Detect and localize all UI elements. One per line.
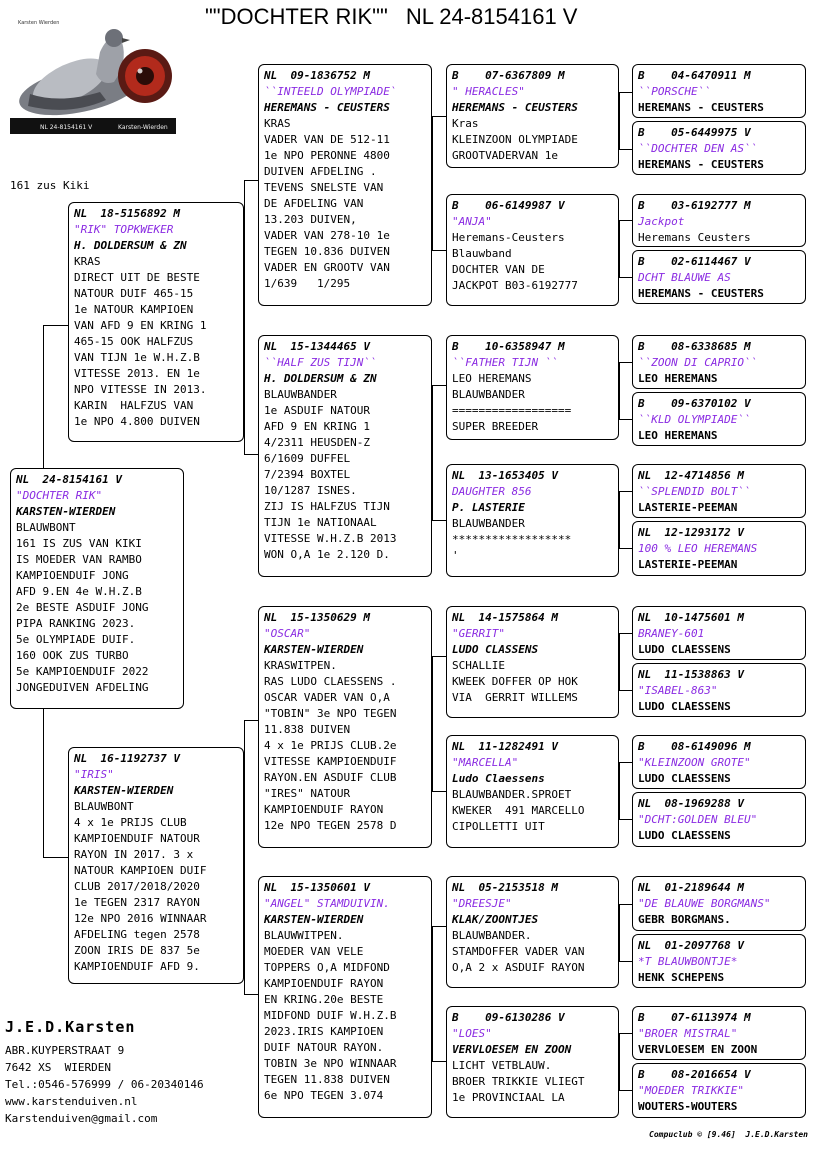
- connector-line: [244, 454, 258, 455]
- info-line: LICHT VETBLAUW.: [452, 1059, 552, 1072]
- info-line: KWEKER 491 MARCELLO: [452, 804, 585, 817]
- connector-line: [619, 690, 632, 691]
- ring-number: B 02-6114467 V: [638, 255, 751, 268]
- pigeon-name: " HERACLES": [452, 85, 525, 98]
- ring-number: B 07-6113974 M: [638, 1011, 751, 1024]
- ring-number: B 10-6358947 M: [452, 340, 565, 353]
- photo-caption-right: Karsten-Wierden: [118, 124, 168, 131]
- pedigree-box-gen5: [632, 1063, 806, 1118]
- pedigree-box-gen5: [632, 464, 806, 518]
- breeder-line: LEO HEREMANS: [638, 372, 718, 385]
- info-line: KRASWITPEN.: [264, 659, 337, 672]
- info-line: 13.203 DUIVEN,: [264, 213, 357, 226]
- pigeon-name: ``KLD OLYMPIADE``: [638, 413, 751, 426]
- ring-number: NL 12-4714856 M: [638, 469, 744, 482]
- pedigree-box-great-grandparent: [446, 606, 619, 718]
- pedigree-box-great-grandparent: [446, 464, 619, 577]
- info-line: EN KRING.20e BESTE: [264, 993, 384, 1006]
- connector-line: [619, 220, 620, 277]
- connector-line: [619, 762, 632, 763]
- pigeon-name: ``DOCHTER DEN AS``: [638, 142, 758, 155]
- breeder-line: HENK SCHEPENS: [638, 971, 725, 984]
- breeder-line: WOUTERS-WOUTERS: [638, 1100, 738, 1113]
- info-line: 161 IS ZUS VAN KIKI: [16, 537, 142, 550]
- connector-line: [43, 857, 68, 858]
- pigeon-name: "DREESJE": [452, 897, 512, 910]
- pedigree-box-great-grandparent: [446, 335, 619, 440]
- pedigree-box-great-grandparent: [446, 64, 619, 168]
- pedigree-box-gen5: [632, 606, 806, 660]
- ring-number: B 08-6149096 M: [638, 740, 751, 753]
- pigeon-name: *T BLAUWBONTJE*: [638, 955, 738, 968]
- info-line: STAMDOFFER VADER VAN: [452, 945, 585, 958]
- info-line: MIDFOND DUIF W.H.Z.B: [264, 1009, 397, 1022]
- ring-number: NL 15-1344465 V: [264, 340, 370, 353]
- ring-number: NL 01-2097768 V: [638, 939, 744, 952]
- info-line: KRAS: [264, 117, 291, 130]
- connector-line: [432, 656, 446, 657]
- info-line: TEGEN 11.838 DUIVEN: [264, 1073, 390, 1086]
- ring-number: B 04-6470911 M: [638, 69, 751, 82]
- info-line: DIRECT UIT DE BESTE: [74, 271, 200, 284]
- connector-line: [619, 277, 632, 278]
- ring-number: B 07-6367809 M: [452, 69, 565, 82]
- connector-line: [619, 1033, 632, 1034]
- pigeon-name: ``FATHER TIJN ``: [452, 356, 558, 369]
- side-note: 161 zus Kiki: [10, 179, 90, 192]
- info-line: ': [452, 549, 459, 562]
- info-line: KAMPIOENDUIF RAYON: [264, 977, 384, 990]
- pedigree-box-gen5: [632, 521, 806, 576]
- info-line: PIPA RANKING 2023.: [16, 617, 136, 630]
- info-line: NPO VITESSE IN 2013.: [74, 383, 207, 396]
- breeder-line: LEO HEREMANS: [638, 429, 718, 442]
- pigeon-name: "ISABEL-863": [638, 684, 718, 697]
- info-line: DUIF NATOUR RAYON.: [264, 1041, 384, 1054]
- info-line: BLAUWBONT: [74, 800, 134, 813]
- info-line: BROER TRIKKIE VLIEGT: [452, 1075, 585, 1088]
- connector-line: [432, 926, 433, 1061]
- breeder-line: GEBR BORGMANS.: [638, 913, 731, 926]
- info-line: IS MOEDER VAN RAMBO: [16, 553, 142, 566]
- pigeon-name: "DE BLAUWE BORGMANS": [638, 897, 771, 910]
- ring-number: NL 13-1653405 V: [452, 469, 558, 482]
- info-line: VADER VAN DE 512-11: [264, 133, 390, 146]
- breeder-line: HEREMANS - CEUSTERS: [638, 101, 764, 114]
- connector-line: [244, 180, 245, 454]
- breeder-line: HEREMANS - CEUSTERS: [638, 287, 764, 300]
- breeder-name: KARSTEN-WIERDEN: [74, 784, 174, 797]
- pedigree-box-mother: [68, 747, 244, 984]
- pigeon-name: ``PORSCHE``: [638, 85, 711, 98]
- pigeon-name: "MARCELLA": [452, 756, 519, 769]
- connector-line: [432, 656, 433, 791]
- connector-line: [43, 708, 44, 858]
- info-line: 2e BESTE ASDUIF JONG: [16, 601, 149, 614]
- pedigree-box-gen5: [632, 876, 806, 931]
- connector-line: [619, 491, 620, 548]
- footer-credit: Compuclub © [9.46] J.E.D.Karsten: [649, 1130, 808, 1139]
- connector-line: [619, 92, 620, 149]
- breeder-name: LUDO CLASSENS: [452, 643, 539, 656]
- info-line: TEGEN 10.836 DUIVEN: [264, 245, 390, 258]
- pedigree-box-gen5: [632, 194, 806, 247]
- breeder-name: KARSTEN-WIERDEN: [16, 505, 116, 518]
- pigeon-photo-svg: [10, 12, 176, 134]
- breeder-line: VERVLOESEM EN ZOON: [638, 1043, 758, 1056]
- pigeon-name-title: ""DOCHTER RIK"": [205, 4, 388, 29]
- pigeon-name: DAUGHTER 856: [452, 485, 532, 498]
- ring-number: NL 01-2189644 M: [638, 881, 744, 894]
- pedigree-box-gen5: [632, 663, 806, 717]
- connector-line: [619, 762, 620, 819]
- info-line: KAMPIOENDUIF AFD 9.: [74, 960, 200, 973]
- connector-line: [619, 362, 632, 363]
- pedigree-box-gen5: [632, 1006, 806, 1060]
- connector-line: [432, 791, 446, 792]
- info-line: 12e NPO TEGEN 2578 D: [264, 819, 397, 832]
- info-line: 1e NATOUR KAMPIOEN: [74, 303, 194, 316]
- breeder-line: LUDO CLAESSENS: [638, 829, 731, 842]
- info-line: LEO HEREMANS: [452, 372, 532, 385]
- breeder-name: H. DOLDERSUM & ZN: [264, 372, 377, 385]
- info-line: SCHALLIE: [452, 659, 505, 672]
- page-title: [205, 4, 577, 30]
- info-line: 1e NPO PERONNE 4800: [264, 149, 390, 162]
- pedigree-box-great-grandparent: [446, 194, 619, 306]
- info-line: SUPER BREEDER: [452, 420, 539, 433]
- info-line: 7/2394 BOXTEL: [264, 468, 351, 481]
- pedigree-box-gen5: [632, 335, 806, 389]
- connector-line: [244, 180, 258, 181]
- pedigree-box-grandparent: [258, 64, 432, 306]
- pigeon-name: ``HALF ZUS TIJN``: [264, 356, 377, 369]
- pigeon-name: "OSCAR": [264, 627, 311, 640]
- info-line: KWEEK DOFFER OP HOK: [452, 675, 578, 688]
- pigeon-name: "DOCHTER RIK": [16, 489, 103, 502]
- info-line: "IRES" NATOUR: [264, 787, 351, 800]
- breeder-line: LUDO CLAESSENS: [638, 700, 731, 713]
- connector-line: [619, 362, 620, 419]
- connector-line: [432, 385, 446, 386]
- connector-line: [432, 116, 433, 250]
- info-line: VAN TIJN 1e W.H.Z.B: [74, 351, 200, 364]
- info-line: 160 OOK ZUS TURBO: [16, 649, 129, 662]
- breeder-name: KLAK/ZOONTJES: [452, 913, 539, 926]
- info-line: JONGEDUIVEN AFDELING: [16, 681, 149, 694]
- ring-number: NL 10-1475601 M: [638, 611, 744, 624]
- connector-line: [619, 1033, 620, 1090]
- breeder-line: LASTERIE-PEEMAN: [638, 558, 738, 571]
- breeder-name: Ludo Claessens: [452, 772, 545, 785]
- connector-line: [432, 116, 446, 117]
- connector-line: [619, 92, 632, 93]
- info-line: NATOUR DUIF 465-15: [74, 287, 194, 300]
- address-block: [5, 1018, 204, 1127]
- info-line: RAYON IN 2017. 3 x: [74, 848, 194, 861]
- pigeon-name: Jackpot: [638, 215, 685, 228]
- pedigree-box-great-grandparent: [446, 735, 619, 848]
- connector-line: [43, 325, 44, 468]
- pigeon-name: ``SPLENDID BOLT``: [638, 485, 751, 498]
- info-line: VADER VAN 278-10 1e: [264, 229, 390, 242]
- pedigree-box-gen5: [632, 792, 806, 847]
- breeder-line: Heremans Ceusters: [638, 231, 751, 244]
- ring-number: B 09-6370102 V: [638, 397, 751, 410]
- pedigree-box-grandparent: [258, 876, 432, 1118]
- info-line: TIJN 1e NATIONAAL: [264, 516, 377, 529]
- info-line: 11.838 DUIVEN: [264, 723, 351, 736]
- connector-line: [432, 926, 446, 927]
- info-line: AFDELING tegen 2578: [74, 928, 200, 941]
- info-line: KAMPIOENDUIF RAYON: [264, 803, 384, 816]
- info-line: AFD 9 EN KRING 1: [264, 420, 370, 433]
- connector-line: [619, 904, 632, 905]
- pedigree-box-grandparent: [258, 606, 432, 848]
- info-line: 6e NPO TEGEN 3.074: [264, 1089, 384, 1102]
- info-line: 1e NPO 4.800 DUIVEN: [74, 415, 200, 428]
- pedigree-box-subject: [10, 468, 184, 709]
- pigeon-name: "BROER MISTRAL": [638, 1027, 738, 1040]
- ring-number: NL 15-1350601 V: [264, 881, 370, 894]
- info-line: Blauwband: [452, 247, 512, 260]
- info-line: KARIN HALFZUS VAN: [74, 399, 194, 412]
- info-line: DUIVEN AFDELING .: [264, 165, 377, 178]
- connector-line: [432, 385, 433, 520]
- connector-line: [432, 520, 446, 521]
- connector-line: [244, 720, 245, 994]
- info-line: 5e OLYMPIADE DUIF.: [16, 633, 136, 646]
- info-line: 1e PROVINCIAAL LA: [452, 1091, 565, 1104]
- ring-number: B 09-6130286 V: [452, 1011, 565, 1024]
- info-line: Kras: [452, 117, 479, 130]
- pigeon-name: 100 % LEO HEREMANS: [638, 542, 758, 555]
- info-line: VIA GERRIT WILLEMS: [452, 691, 578, 704]
- info-line: JACKPOT B03-6192777: [452, 279, 578, 292]
- ring-number: NL 15-1350629 M: [264, 611, 370, 624]
- info-line: VITESSE KAMPIOENDUIF: [264, 755, 397, 768]
- info-line: GROOTVADERVAN 1e: [452, 149, 558, 162]
- info-line: KAMPIOENDUIF JONG: [16, 569, 129, 582]
- info-line: 4/2311 HEUSDEN-Z: [264, 436, 370, 449]
- pedigree-box-grandparent: [258, 335, 432, 577]
- ring-number: NL 12-1293172 V: [638, 526, 744, 539]
- breeder-name: P. LASTERIE: [452, 501, 525, 514]
- breeder-name: H. DOLDERSUM & ZN: [74, 239, 187, 252]
- breeder-line: LUDO CLAESSENS: [638, 772, 731, 785]
- breeder-line: LUDO CLAESSENS: [638, 643, 731, 656]
- pedigree-box-gen5: [632, 735, 806, 789]
- ring-number: B 05-6449975 V: [638, 126, 751, 139]
- ring-number: NL 16-1192737 V: [74, 752, 180, 765]
- ring-number: NL 18-5156892 M: [74, 207, 180, 220]
- breeder-line: LASTERIE-PEEMAN: [638, 501, 738, 514]
- pedigree-box-gen5: [632, 392, 806, 446]
- ring-number: NL 05-2153518 M: [452, 881, 558, 894]
- photo-small-label: Karsten Wierden: [18, 20, 60, 26]
- ring-number: B 03-6192777 M: [638, 199, 751, 212]
- info-line: 465-15 OOK HALFZUS: [74, 335, 194, 348]
- info-line: OSCAR VADER VAN O,A: [264, 691, 390, 704]
- info-line: BLAUWBANDER.: [452, 929, 532, 942]
- connector-line: [619, 149, 632, 150]
- connector-line: [244, 994, 258, 995]
- info-line: ==================: [452, 404, 572, 417]
- connector-line: [619, 548, 632, 549]
- info-line: 1e TEGEN 2317 RAYON: [74, 896, 200, 909]
- info-line: RAS LUDO CLAESSENS .: [264, 675, 397, 688]
- info-line: KAMPIOENDUIF NATOUR: [74, 832, 200, 845]
- info-line: KRAS: [74, 255, 101, 268]
- connector-line: [619, 633, 620, 690]
- breeder-name: HEREMANS - CEUSTERS: [264, 101, 390, 114]
- address-street: ABR.KUYPERSTRAAT 9: [5, 1044, 125, 1057]
- pedigree-box-great-grandparent: [446, 1006, 619, 1118]
- photo-caption-left: NL 24-8154161 V: [40, 124, 93, 131]
- connector-line: [619, 491, 632, 492]
- info-line: VITESSE W.H.Z.B 2013: [264, 532, 397, 545]
- connector-line: [619, 904, 620, 961]
- ring-number: NL 11-1282491 V: [452, 740, 558, 753]
- info-line: MOEDER VAN VELE: [264, 945, 364, 958]
- info-line: 4 x 1e PRIJS CLUB.2e: [264, 739, 397, 752]
- info-line: TOPPERS O,A MIDFOND: [264, 961, 390, 974]
- info-line: ZOON IRIS DE 837 5e: [74, 944, 200, 957]
- pigeon-name: "MOEDER TRIKKIE": [638, 1084, 744, 1097]
- breeder-name: KARSTEN-WIERDEN: [264, 913, 364, 926]
- breeder-name: VERVLOESEM EN ZOON: [452, 1043, 572, 1056]
- pigeon-name: "KLEINZOON GROTE": [638, 756, 751, 769]
- email-link[interactable]: Karstenduiven@gmail.com: [5, 1112, 158, 1125]
- info-line: DE AFDELING VAN: [264, 197, 364, 210]
- pigeon-name: DCHT BLAUWE AS: [638, 271, 731, 284]
- info-line: VADER EN GROOTV VAN: [264, 261, 390, 274]
- info-line: ZIJ IS HALFZUS TIJN: [264, 500, 390, 513]
- ring-number: B 06-6149987 V: [452, 199, 565, 212]
- pigeon-name: "RIK" TOPKWEKER: [74, 223, 174, 236]
- connector-line: [619, 220, 632, 221]
- breeder-name: HEREMANS - CEUSTERS: [452, 101, 578, 114]
- info-line: BLAUWBANDER: [264, 388, 337, 401]
- pigeon-name: "ANGEL" STAMDUIVIN.: [264, 897, 390, 910]
- info-line: BLAUWBANDER: [452, 388, 525, 401]
- info-line: "TOBIN" 3e NPO TEGEN: [264, 707, 397, 720]
- pigeon-name: ``ZOON DI CAPRIO``: [638, 356, 758, 369]
- website-link[interactable]: www.karstenduiven.nl: [5, 1095, 138, 1108]
- connector-line: [619, 419, 632, 420]
- connector-line: [432, 1061, 446, 1062]
- pedigree-box-gen5: [632, 64, 806, 118]
- info-line: VITESSE 2013. EN 1e: [74, 367, 200, 380]
- pigeon-name: "ANJA": [452, 215, 492, 228]
- ring-number: NL 24-8154161 V: [16, 473, 122, 486]
- pigeon-name: "LOES": [452, 1027, 492, 1040]
- pigeon-name: BRANEY-601: [638, 627, 705, 640]
- connector-line: [619, 1090, 632, 1091]
- ring-number: NL 11-1538863 V: [638, 668, 744, 681]
- connector-line: [432, 250, 446, 251]
- connector-line: [619, 633, 632, 634]
- info-line: BLAUWBANDER.SPROET: [452, 788, 572, 801]
- info-line: KLEINZOON OLYMPIADE: [452, 133, 578, 146]
- info-line: BLAUWBANDER: [452, 517, 525, 530]
- info-line: 6/1609 DUFFEL: [264, 452, 351, 465]
- info-line: CIPOLLETTI UIT: [452, 820, 545, 833]
- info-line: BLAUWBONT: [16, 521, 76, 534]
- connector-line: [619, 819, 632, 820]
- ring-number: NL 09-1836752 M: [264, 69, 370, 82]
- info-line: 10/1287 ISNES.: [264, 484, 357, 497]
- breeder-name: KARSTEN-WIERDEN: [264, 643, 364, 656]
- connector-line: [43, 325, 68, 326]
- owner-name: J.E.D.Karsten: [5, 1018, 136, 1036]
- info-line: AFD 9.EN 4e W.H.Z.B: [16, 585, 142, 598]
- info-line: RAYON.EN ASDUIF CLUB: [264, 771, 397, 784]
- pedigree-box-gen5: [632, 121, 806, 175]
- pedigree-box-father: [68, 202, 244, 442]
- info-line: 5e KAMPIOENDUIF 2022: [16, 665, 149, 678]
- info-line: WON O,A 1e 2.120 D.: [264, 548, 390, 561]
- info-line: CLUB 2017/2018/2020: [74, 880, 200, 893]
- info-line: 4 x 1e PRIJS CLUB: [74, 816, 187, 829]
- info-line: 1/639 1/295: [264, 277, 351, 290]
- connector-line: [244, 720, 258, 721]
- info-line: 1e ASDUIF NATOUR: [264, 404, 370, 417]
- info-line: NATOUR KAMPIOEN DUIF: [74, 864, 207, 877]
- breeder-line: HEREMANS - CEUSTERS: [638, 158, 764, 171]
- ring-number-title: NL 24-8154161 V: [405, 4, 578, 29]
- address-city: 7642 XS WIERDEN: [5, 1061, 111, 1074]
- info-line: TEVENS SNELSTE VAN: [264, 181, 384, 194]
- ring-number: B 08-6338685 M: [638, 340, 751, 353]
- info-line: 2023.IRIS KAMPIOEN: [264, 1025, 384, 1038]
- info-line: 12e NPO 2016 WINNAAR: [74, 912, 207, 925]
- pedigree-box-gen5: [632, 934, 806, 988]
- ring-number: NL 14-1575864 M: [452, 611, 558, 624]
- pigeon-name: "GERRIT": [452, 627, 505, 640]
- pigeon-name: "IRIS": [74, 768, 114, 781]
- info-line: BLAUWWITPEN.: [264, 929, 344, 942]
- info-line: TOBIN 3e NPO WINNAAR: [264, 1057, 397, 1070]
- phone-numbers: Tel.:0546-576999 / 06-20340146: [5, 1078, 204, 1091]
- pedigree-box-gen5: [632, 250, 806, 304]
- ring-number: NL 08-1969288 V: [638, 797, 744, 810]
- info-line: O,A 2 x ASDUIF RAYON: [452, 961, 585, 974]
- info-line: VAN AFD 9 EN KRING 1: [74, 319, 207, 332]
- pedigree-box-great-grandparent: [446, 876, 619, 988]
- ring-number: B 08-2016654 V: [638, 1068, 751, 1081]
- info-line: DOCHTER VAN DE: [452, 263, 545, 276]
- info-line: Heremans-Ceusters: [452, 231, 565, 244]
- connector-line: [619, 961, 632, 962]
- pigeon-name: ``INTEELD OLYMPIADE`: [264, 85, 397, 98]
- pigeon-name: "DCHT:GOLDEN BLEU": [638, 813, 758, 826]
- pigeon-photo: [10, 12, 176, 134]
- info-line: ******************: [452, 533, 572, 546]
